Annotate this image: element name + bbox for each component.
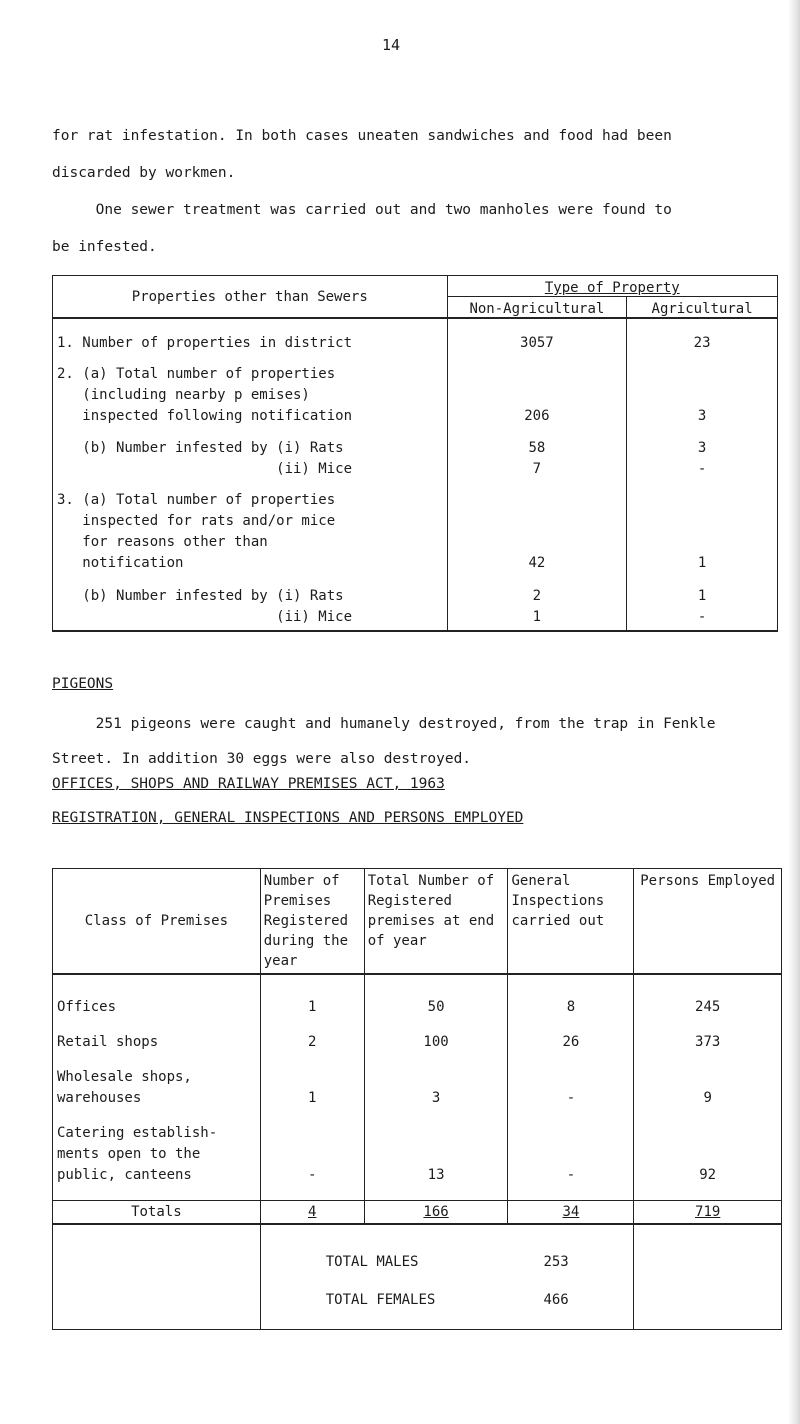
premises-class-label: Retail shops (53, 1018, 261, 1053)
registered-value: 2 (260, 1018, 364, 1053)
persons-employed-header: Persons Employed (634, 869, 782, 975)
pigeons-heading: PIGEONS (52, 676, 114, 692)
offices-act-heading: OFFICES, SHOPS AND RAILWAY PREMISES ACT, 1963 (52, 776, 445, 792)
employed-value: 92 (634, 1109, 782, 1201)
totals-employed: 719 (634, 1201, 782, 1225)
total-value: 50 (364, 974, 508, 1018)
total-males-value: 253 (543, 1254, 569, 1270)
agricultural-header: Agricultural (627, 297, 778, 319)
agricultural-value: 3 (627, 354, 778, 427)
registration-heading: REGISTRATION, GENERAL INSPECTIONS AND PERSONS EMPLOYED (52, 810, 524, 826)
registered-value: - (260, 1109, 364, 1201)
inspections-value: 26 (508, 1018, 634, 1053)
total-value: 100 (364, 1018, 508, 1053)
rat-infestation-table (52, 275, 778, 632)
row-label: 2. (a) Total number of properties (including nearby p emises) inspected following notification (53, 354, 448, 427)
non-agricultural-header: Non-Agricultural (447, 297, 627, 319)
agricultural-value: 1 (627, 480, 778, 574)
non-agricultural-value: 206 (447, 354, 627, 427)
total-males-label: TOTAL MALES (325, 1254, 419, 1270)
inspections-value: - (508, 1053, 634, 1109)
registered-value: 1 (260, 974, 364, 1018)
premises-table (52, 868, 782, 1330)
agricultural-value: 1 - (627, 574, 778, 631)
row-label: 3. (a) Total number of properties inspected for rats and/or mice for reasons other than notification (53, 480, 448, 574)
total-females-label: TOTAL FEMALES (325, 1292, 436, 1308)
total-value: 3 (364, 1053, 508, 1109)
paragraph-line: be infested. (52, 239, 157, 255)
employed-value: 245 (634, 974, 782, 1018)
page-number: 14 (382, 36, 401, 54)
class-of-premises-header: Class of Premises (53, 869, 261, 975)
agricultural-value: 23 (627, 318, 778, 354)
employed-value: 9 (634, 1053, 782, 1109)
premises-class-label: Offices (53, 974, 261, 1018)
total-value: 13 (364, 1109, 508, 1201)
non-agricultural-value: 3057 (447, 318, 627, 354)
page-edge-shadow (788, 0, 800, 1424)
premises-class-label: Catering establish- ments open to the public, canteens (53, 1109, 261, 1201)
type-of-property-header: Type of Property (447, 276, 777, 297)
total-females-value: 466 (543, 1292, 569, 1308)
registered-header: Number of Premises Registered during the year (260, 869, 364, 975)
inspections-header: General Inspections carried out (508, 869, 634, 975)
registered-value: 1 (260, 1053, 364, 1109)
paragraph-line: discarded by workmen. (52, 165, 236, 181)
paragraph-line: One sewer treatment was carried out and two manholes were found to (52, 202, 672, 218)
totals-inspections: 34 (508, 1201, 634, 1225)
row-label: (b) Number infested by (i) Rats (ii) Mice (53, 427, 448, 480)
premises-class-label: Wholesale shops, warehouses (53, 1053, 261, 1109)
employee-gender-totals (260, 1224, 634, 1330)
inspections-value: 8 (508, 974, 634, 1018)
totals-label: Totals (53, 1201, 261, 1225)
pigeons-line: 251 pigeons were caught and humanely destroyed, from the trap in Fenkle (52, 716, 716, 732)
employed-value: 373 (634, 1018, 782, 1053)
inspections-value: - (508, 1109, 634, 1201)
footer-blank-cell (53, 1224, 261, 1330)
agricultural-value: 3 - (627, 427, 778, 480)
total-registered-header: Total Number of Registered premises at end of year (364, 869, 508, 975)
footer-blank-cell (634, 1224, 782, 1330)
row-label: 1. Number of properties in district (53, 318, 448, 354)
row-label: (b) Number infested by (i) Rats (ii) Mice (53, 574, 448, 631)
properties-header: Properties other than Sewers (53, 276, 448, 319)
totals-total: 166 (364, 1201, 508, 1225)
pigeons-line: Street. In addition 30 eggs were also destroyed. (52, 751, 472, 767)
non-agricultural-value: 2 1 (447, 574, 627, 631)
totals-registered: 4 (260, 1201, 364, 1225)
paragraph-line: for rat infestation. In both cases uneaten sandwiches and food had been (52, 128, 672, 144)
non-agricultural-value: 58 7 (447, 427, 627, 480)
non-agricultural-value: 42 (447, 480, 627, 574)
